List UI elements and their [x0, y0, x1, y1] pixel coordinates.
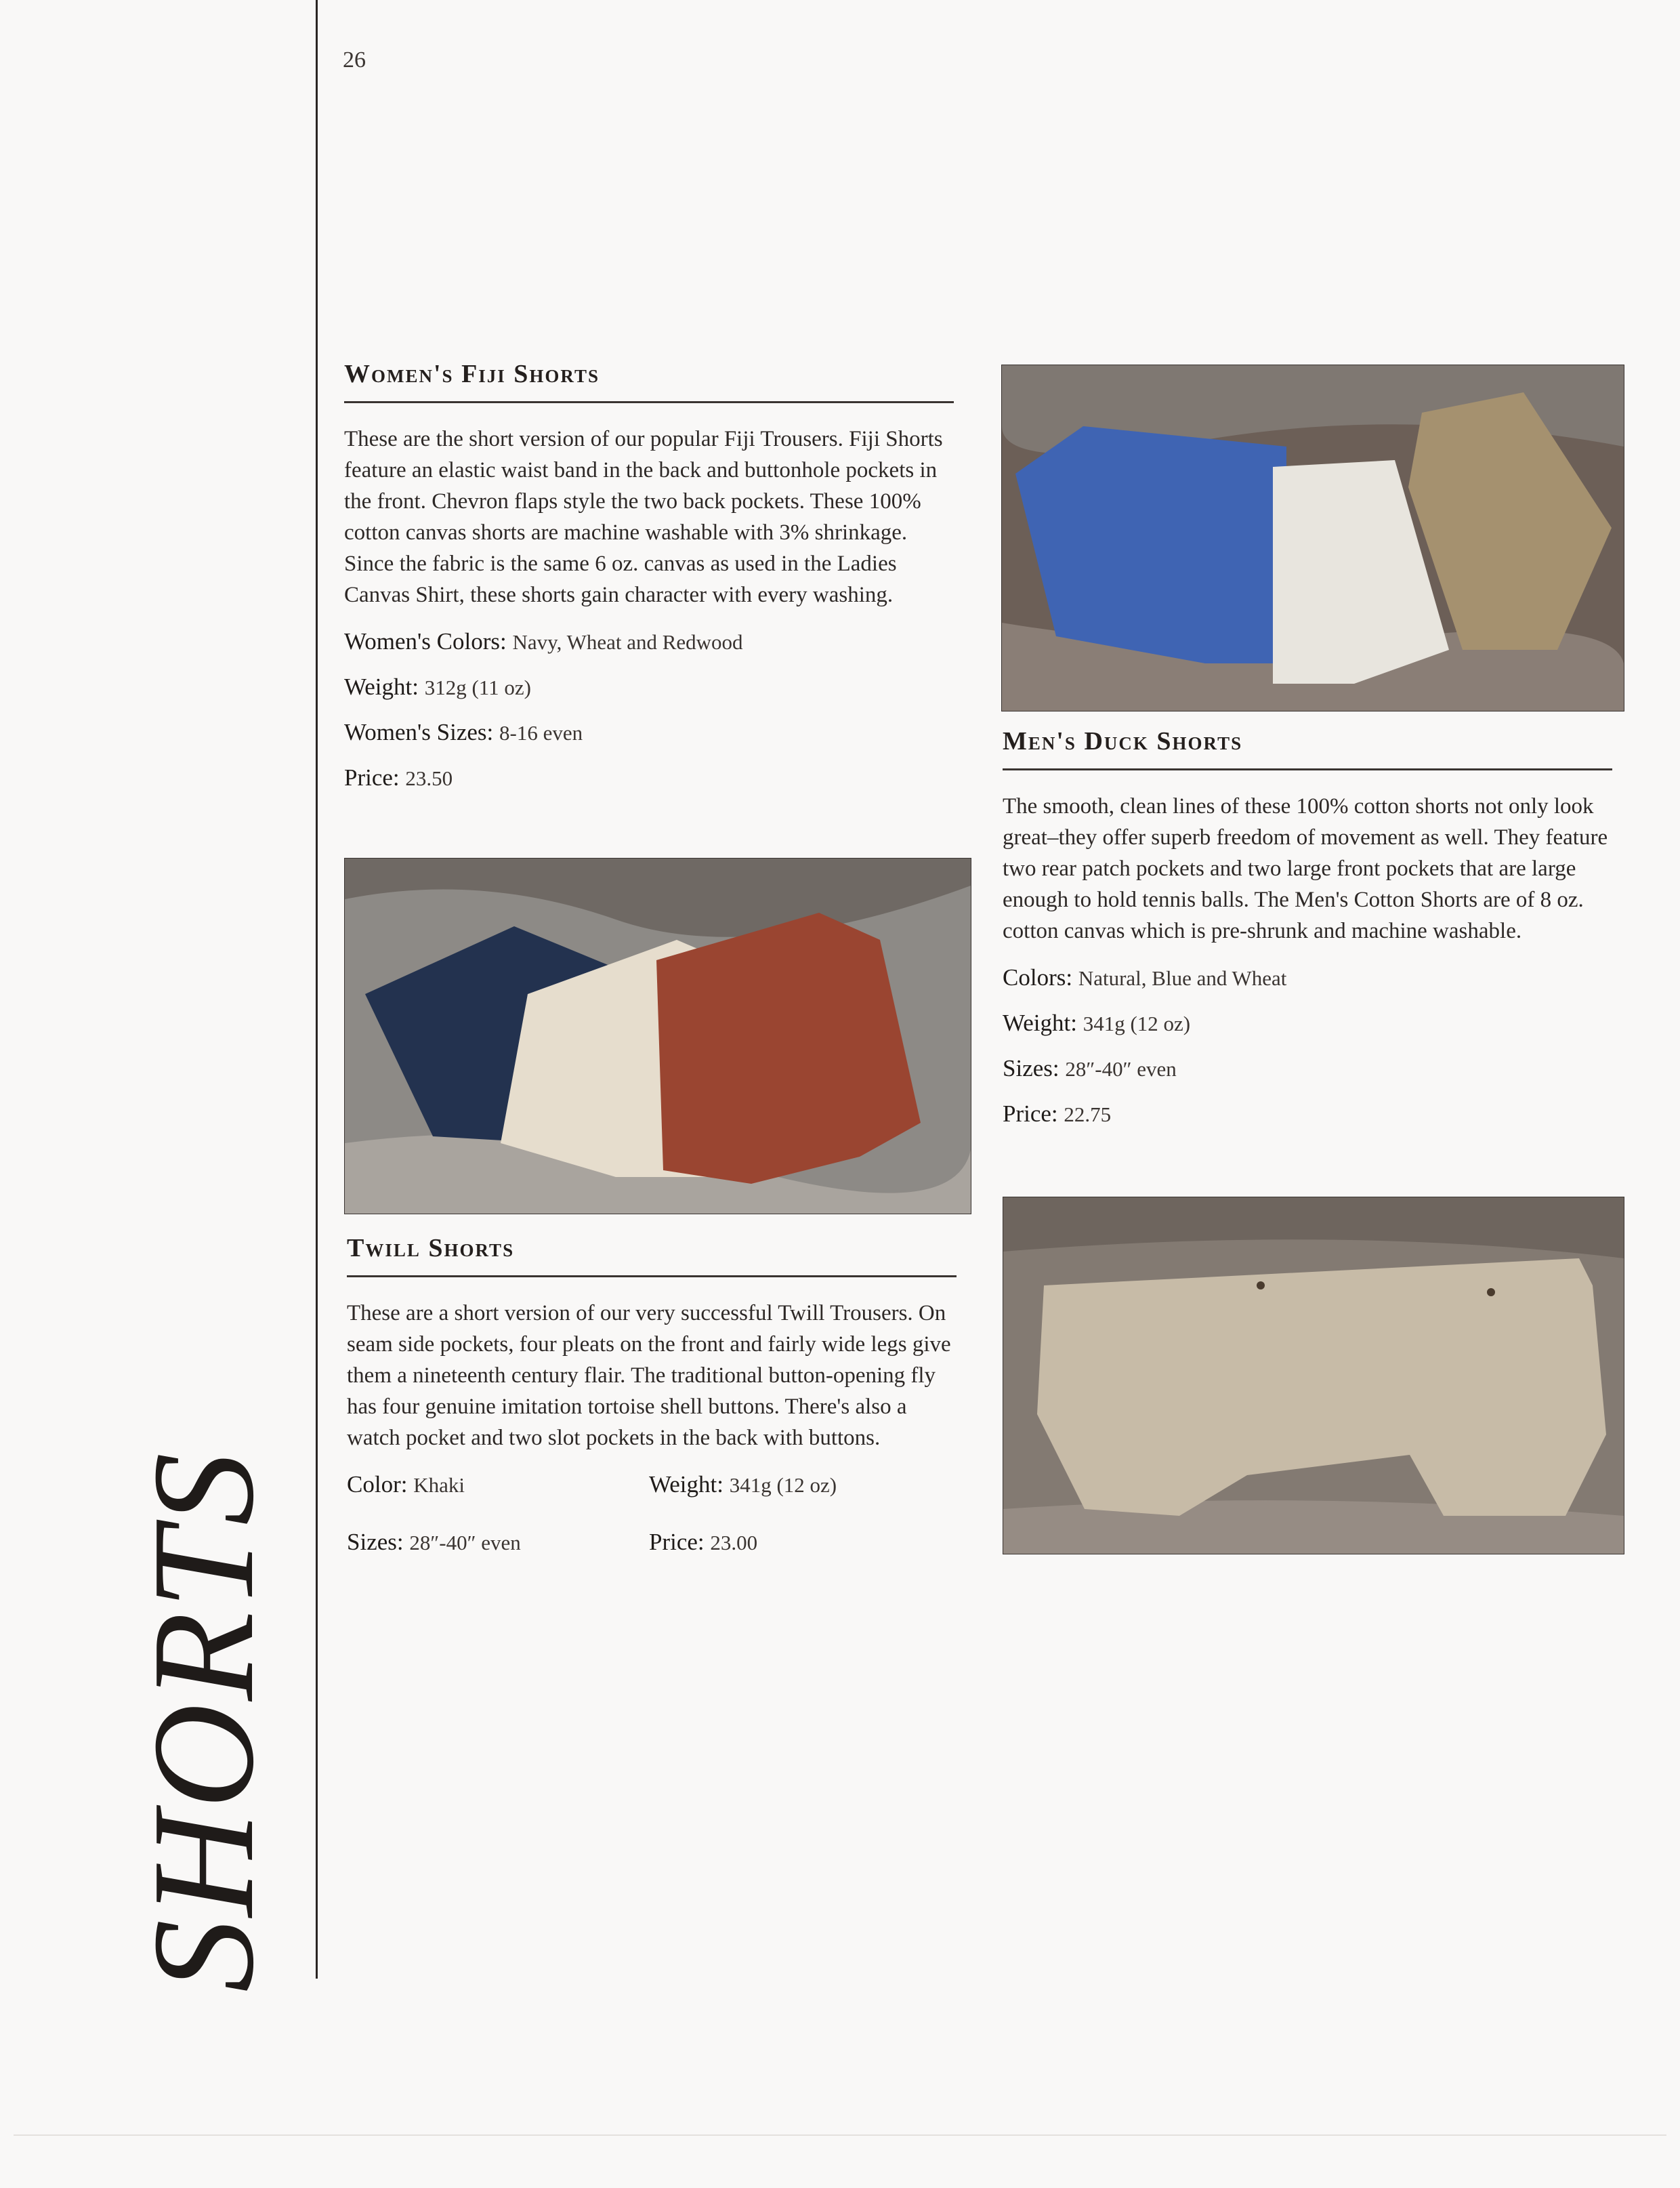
womens-fiji-description: These are the short version of our popular Fiji Trousers. Fiji Shorts feature an elastic waist band in the back and buttonhole pockets in the front. Chevron flaps style the two back pockets. These 100% cotton canvas shorts are machine washable with 3% shrinkage. Since the fabric is the same 6 oz. canvas as used in the Ladies Canvas Shirt, these shorts gain character with every washing.	[344, 427, 943, 607]
sizes-value: 28″-40″ even	[1065, 1057, 1177, 1081]
womens-fiji-photo	[344, 858, 971, 1214]
womens-fiji-weight	[344, 671, 954, 704]
twill-weight	[649, 1468, 933, 1502]
section-title-vertical	[122, 1449, 284, 1993]
color-value: Khaki	[413, 1473, 465, 1497]
mens-duck-section	[1003, 726, 1612, 1143]
price-label: Price:	[344, 764, 400, 791]
mens-duck-photo	[1001, 365, 1624, 711]
mens-duck-heading: Men's Duck Shorts	[1003, 726, 1612, 770]
twill-color	[347, 1468, 649, 1502]
weight-value: 312g (11 oz)	[424, 676, 531, 699]
weight-value: 341g (12 oz)	[729, 1473, 837, 1497]
weight-label: Weight:	[649, 1471, 723, 1498]
womens-fiji-colors	[344, 625, 954, 659]
section-title-text: SHORTS	[122, 1449, 284, 1993]
price-value: 22.75	[1064, 1102, 1112, 1126]
page-number: 26	[343, 47, 366, 73]
sizes-label: Women's Sizes:	[344, 719, 494, 745]
weight-value: 341g (12 oz)	[1083, 1012, 1191, 1035]
womens-fiji-heading: Women's Fiji Shorts	[344, 359, 954, 403]
vertical-divider	[316, 0, 318, 1979]
color-label: Color:	[347, 1471, 408, 1498]
mens-duck-colors	[1003, 962, 1612, 995]
womens-fiji-section	[344, 359, 954, 807]
sizes-value: 8-16 even	[499, 721, 583, 745]
mens-duck-sizes	[1003, 1052, 1612, 1086]
colors-label: Colors:	[1003, 964, 1073, 991]
womens-fiji-sizes	[344, 716, 954, 749]
twill-sizes	[347, 1526, 649, 1559]
price-label: Price:	[649, 1529, 705, 1555]
colors-value: Navy, Wheat and Redwood	[512, 630, 743, 654]
mens-duck-weight	[1003, 1007, 1612, 1040]
twill-specs	[347, 1468, 957, 1571]
weight-label: Weight:	[344, 674, 419, 700]
sizes-label: Sizes:	[1003, 1055, 1059, 1081]
price-value: 23.00	[710, 1531, 758, 1554]
mens-duck-description: The smooth, clean lines of these 100% cotton shorts not only look great–they offer superb freedom of movement as well. They feature two rear patch pockets and two large front pockets that are large enough to hold tennis balls. The Men's Cotton Shorts are of 8 oz. cotton canvas which is pre-shrunk and machine washable.	[1003, 794, 1608, 943]
twill-price	[649, 1526, 933, 1559]
price-value: 23.50	[405, 766, 453, 790]
twill-description: These are a short version of our very successful Twill Trousers. On seam side pockets, four pleats on the front and fairly wide legs give them a nineteenth century flair. The traditional button-opening fly has four genuine imitation tortoise shell buttons. There's also a watch pocket and two slot pockets in the back with buttons.	[347, 1301, 951, 1450]
twill-section	[347, 1233, 957, 1571]
twill-heading: Twill Shorts	[347, 1233, 957, 1277]
twill-photo	[1003, 1197, 1624, 1554]
weight-label: Weight:	[1003, 1010, 1077, 1036]
price-label: Price:	[1003, 1100, 1058, 1127]
mens-duck-price	[1003, 1098, 1612, 1131]
colors-value: Natural, Blue and Wheat	[1078, 966, 1287, 990]
sizes-label: Sizes:	[347, 1529, 404, 1555]
sizes-value: 28″-40″ even	[409, 1531, 521, 1554]
womens-fiji-price	[344, 762, 954, 795]
page-bottom-edge	[14, 2134, 1666, 2136]
colors-label: Women's Colors:	[344, 628, 507, 655]
